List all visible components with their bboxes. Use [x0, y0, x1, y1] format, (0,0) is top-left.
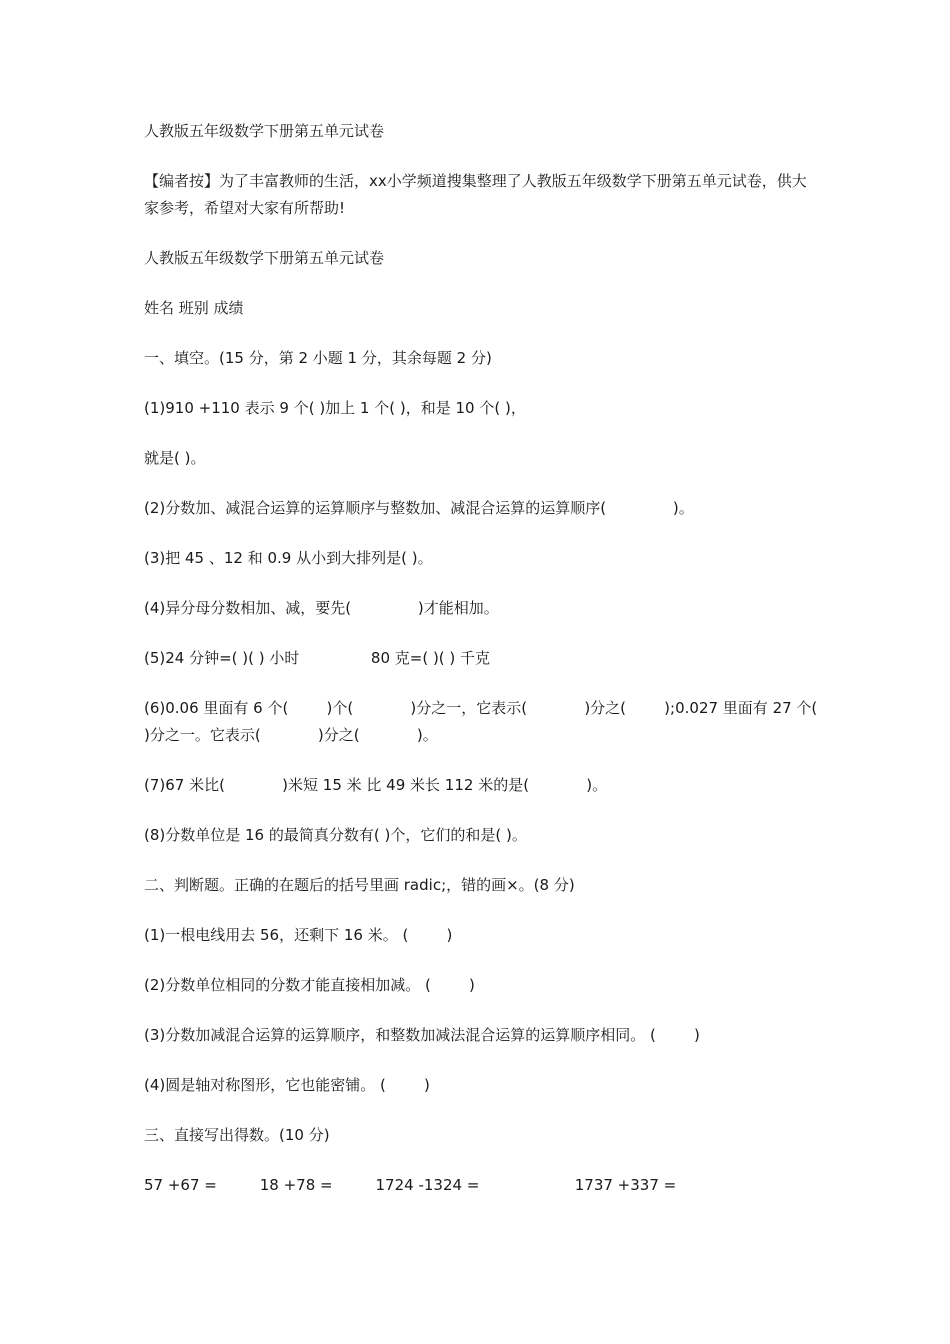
question-2-4: (4)圆是轴对称图形，它也能密铺。 ( ) [144, 1076, 430, 1094]
question-1-6-part-b: )分之一。它表示( )分之( )。 [144, 726, 438, 744]
question-2-3: (3)分数加减混合运算的运算顺序，和整数加减法混合运算的运算顺序相同。 ( ) [144, 1026, 700, 1044]
section-1-heading: 一、填空。(15 分，第 2 小题 1 分，其余每题 2 分) [144, 349, 492, 367]
name-class-score-line: 姓名 班别 成绩 [144, 299, 244, 317]
document-title: 人教版五年级数学下册第五单元试卷 [144, 122, 385, 140]
question-1-6-part-a: (6)0.06 里面有 6 个( )个( )分之一，它表示( )分之( );0.027 里面有 27 个( [144, 699, 818, 717]
question-1-1-part-a: (1)910 +110 表示 9 个( )加上 1 个( )，和是 10 个( )， [144, 399, 526, 417]
section-2-heading: 二、判断题。正确的在题后的括号里画 radic;，错的画×。(8 分) [144, 876, 575, 894]
document-subtitle: 人教版五年级数学下册第五单元试卷 [144, 249, 385, 267]
editor-note: 【编者按】为了丰富教师的生活，xx小学频道搜集整理了人教版五年级数学下册第五单元试卷，供大家参考，希望对大家有所帮助! [144, 172, 807, 217]
section-3-heading: 三、直接写出得数。(10 分) [144, 1126, 330, 1144]
question-2-2: (2)分数单位相同的分数才能直接相加减。 ( ) [144, 976, 475, 994]
question-1-8: (8)分数单位是 16 的最简真分数有( )个，它们的和是( )。 [144, 826, 527, 844]
question-1-4: (4)异分母分数相加、减，要先( )才能相加。 [144, 599, 499, 617]
arithmetic-row-1: 57 +67 = 18 +78 = 1724 -1324 = 1737 +337 = [144, 1176, 677, 1194]
question-1-3: (3)把 45 、12 和 0.9 从小到大排列是( )。 [144, 549, 433, 567]
question-1-5: (5)24 分钟=( )( ) 小时 80 克=( )( ) 千克 [144, 649, 491, 667]
question-1-1-part-b: 就是( )。 [144, 449, 206, 467]
question-1-7: (7)67 米比( )米短 15 米 比 49 米长 112 米的是( )。 [144, 776, 608, 794]
question-1-2: (2)分数加、减混合运算的运算顺序与整数加、减混合运算的运算顺序( )。 [144, 499, 694, 517]
document-page [144, 118, 818, 1222]
question-2-1: (1)一根电线用去 56，还剩下 16 米。 ( ) [144, 926, 453, 944]
